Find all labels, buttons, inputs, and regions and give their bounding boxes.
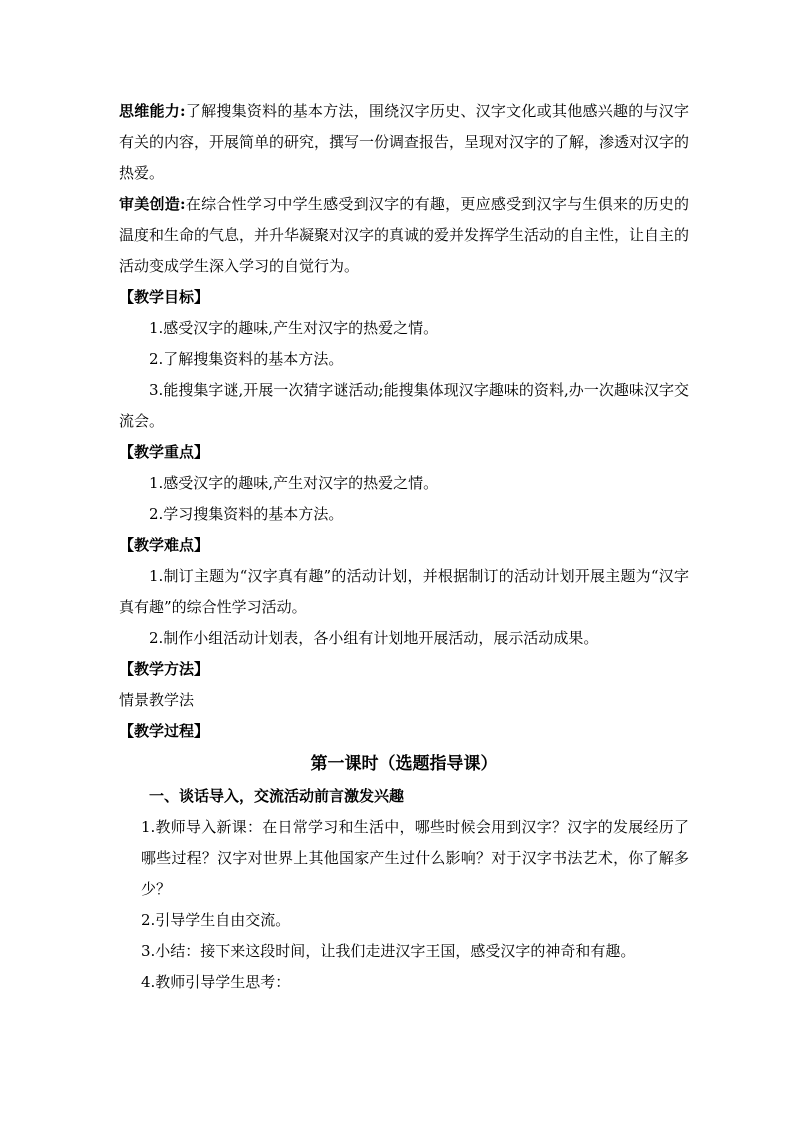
lesson-part1-heading: 一、谈话导入，交流活动前言激发兴趣 xyxy=(149,787,405,805)
key-point-item: 1.感受汉字的趣味,产生对汉字的热爱之情。 xyxy=(149,474,439,492)
lesson-step: 2.引导学生自由交流。 xyxy=(141,911,291,929)
difficulty-item: 2.制作小组活动计划表，各小组有计划地开展活动，展示活动成果。 xyxy=(149,629,599,647)
lesson-step: 4.教师引导学生思考： xyxy=(141,973,291,991)
section-heading-difficulties: 【教学难点】 xyxy=(119,536,210,554)
lesson-step: 1.教师导入新课：在日常学习和生活中，哪些时候会用到汉字？汉字的发展经历了哪些过程？汉字对世界上其他国家产生过什么影响？对于汉字书法艺术，你了解多少？ xyxy=(141,818,689,898)
document-content xyxy=(119,96,689,998)
thinking-ability-text: 了解搜集资料的基本方法，围绕汉字历史、汉字文化或其他感兴趣的与汉字有关的内容，开展简单的研究，撰写一份调查报告，呈现对汉字的了解，渗透对汉字的热爱。 xyxy=(119,102,690,182)
methods-text: 情景教学法 xyxy=(119,691,195,709)
difficulty-item: 1.制订主题为“汉字真有趣”的活动计划，并根据制订的活动计划开展主题为“汉字真有趣”的综合性学习活动。 xyxy=(119,567,689,616)
aesthetic-creation-label: 审美创造: xyxy=(119,195,186,213)
key-point-item: 2.学习搜集资料的基本方法。 xyxy=(149,505,344,523)
thinking-ability-label: 思维能力: xyxy=(119,102,186,120)
section-heading-goals: 【教学目标】 xyxy=(119,288,210,306)
section-heading-methods: 【教学方法】 xyxy=(119,660,210,678)
goal-item: 1.感受汉字的趣味,产生对汉字的热爱之情。 xyxy=(149,319,439,337)
section-heading-process: 【教学过程】 xyxy=(119,722,210,740)
lesson-step: 3.小结：接下来这段时间，让我们走进汉字王国，感受汉字的神奇和有趣。 xyxy=(141,942,636,960)
aesthetic-creation-text: 在综合性学习中学生感受到汉字的有趣，更应感受到汉字与生俱来的历史的温度和生命的气息，并升华凝聚对汉字的真诚的爱并发挥学生活动的自主性，让自主的活动变成学生深入学习的自觉行为。 xyxy=(119,195,690,275)
thinking-ability-paragraph xyxy=(119,96,689,189)
goal-item: 2.了解搜集资料的基本方法。 xyxy=(149,350,344,368)
section-heading-key-points: 【教学重点】 xyxy=(119,443,210,461)
lesson-title: 第一课时（选题指导课） xyxy=(310,754,498,774)
goal-item: 3.能搜集字谜,开展一次猜字谜活动;能搜集体现汉字趣味的资料,办一次趣味汉字交流会。 xyxy=(119,381,689,430)
aesthetic-creation-paragraph xyxy=(119,189,689,282)
